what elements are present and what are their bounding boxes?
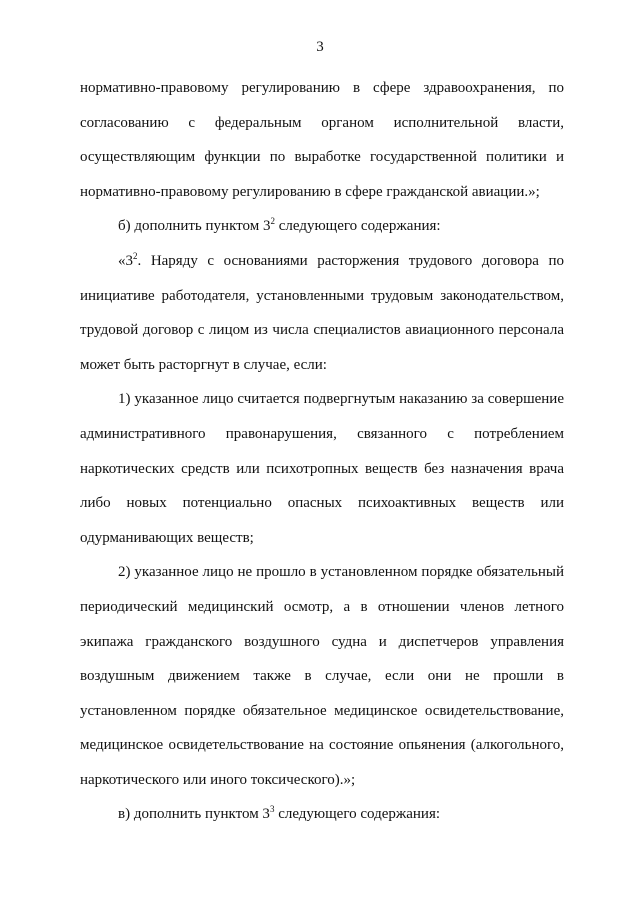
paragraph-b-amendment bbox=[80, 209, 564, 244]
paragraph-subclause-1 bbox=[80, 382, 564, 555]
paragraph-text: следующего содержания: bbox=[274, 218, 441, 235]
paragraph-subclause-2 bbox=[80, 555, 564, 797]
superscript-index: 2 bbox=[133, 250, 138, 261]
superscript-index: 3 bbox=[269, 804, 275, 815]
paragraph-text: нормативно-правовому регулированию в сфере здравоохранения, по согласованию с федеральным органом исполнительной власти, осуществляющим функции по выработке государственной политики и нормативно-правовому регулированию в сфере гражданской авиации.»; bbox=[80, 80, 564, 200]
paragraph-text: «3 bbox=[118, 252, 133, 269]
paragraph-text: б) дополнить пунктом 3 bbox=[118, 218, 271, 235]
paragraph-text: 2) указанное лицо не прошло в установленном порядке обязательный периодический медицинский осмотр, а в отношении членов летного экипажа гражданского воздушного судна и диспетчеров управления воздушным движением также в случае, если они не прошли в установленном порядке обязательное медицинское освидетельствование, медицинское освидетельствование на состояние опьянения (алкогольного, наркотического или иного токсического).»; bbox=[80, 564, 564, 788]
paragraph-continuation bbox=[80, 71, 564, 209]
paragraph-text: следующего содержания: bbox=[274, 806, 441, 823]
superscript-index: 2 bbox=[270, 216, 275, 227]
paragraph-text: 1) указанное лицо считается подвергнутым наказанию за совершение административного правонарушения, связанного с потреблением наркотических средств или психотропных веществ без назначения врача либо новых потенциально опасных психоактивных веществ или одурманивающих веществ; bbox=[80, 391, 564, 546]
document-body bbox=[80, 71, 564, 832]
paragraph-clause-3-2 bbox=[80, 244, 564, 382]
paragraph-v-amendment bbox=[80, 797, 564, 832]
page-number: 3 bbox=[316, 39, 324, 55]
paragraph-text: в) дополнить пунктом 3 bbox=[118, 806, 270, 823]
paragraph-text: . Наряду с основаниями расторжения трудового договора по инициативе работодателя, установленными трудовым законодательством, трудовой договор с лицом из числа специалистов авиационного персонала может быть расторгнут в случае, если: bbox=[80, 252, 564, 373]
